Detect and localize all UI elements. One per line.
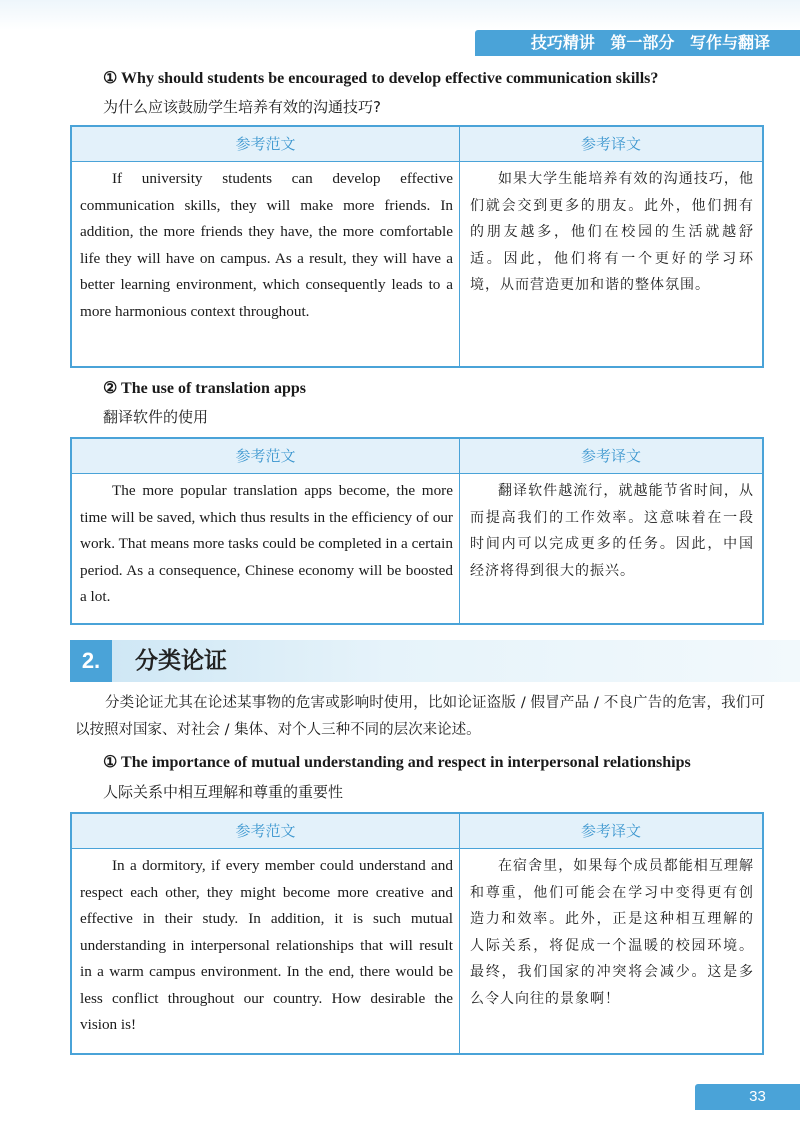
col-sample-header: 参考范文 xyxy=(72,127,460,162)
question-1-en: ① Why should students be encouraged to develop effective communication skills? xyxy=(103,70,659,87)
sample-table-1 xyxy=(70,125,764,368)
col-sample-header: 参考范文 xyxy=(72,439,460,474)
top-band xyxy=(0,0,800,30)
page-number: 33 xyxy=(695,1084,800,1110)
sample-translation: 翻译软件越流行，就越能节省时间，从而提高我们的工作效率。这意味着在一段时间内可以完成更多的任务。因此，中国经济将得到很大的振兴。 xyxy=(470,483,754,579)
question-1-cn: 为什么应该鼓励学生培养有效的沟通技巧? xyxy=(103,98,381,116)
question-2-cn: 翻译软件的使用 xyxy=(103,408,209,426)
running-header: 技巧精讲 第一部分 写作与翻译 xyxy=(475,30,800,56)
col-translation-header: 参考译文 xyxy=(460,439,762,474)
question-2-en: ② The use of translation apps xyxy=(103,380,306,397)
sample-essay: The more popular translation apps become, the more time will be saved, which thus results in the efficiency of our work. That means more tasks could be completed in a certain period. As a consequence, Chinese economy will be boosted a lot. xyxy=(72,474,460,623)
sample-essay: In a dormitory, if every member could understand and respect each other, they might become more creative and effective in their study. In addition, it is such mutual understanding in interpersonal relationships that will result in a warm campus environment. In the end, there would be less conflict throughout our country. How desirable the vision is! xyxy=(72,849,460,1053)
col-translation-header: 参考译文 xyxy=(460,814,762,849)
col-translation-header: 参考译文 xyxy=(460,127,762,162)
question-3-en: ① The importance of mutual understanding and respect in interpersonal relationships xyxy=(103,754,691,771)
section-number: 2. xyxy=(70,640,112,682)
section-title: 分类论证 xyxy=(135,648,227,674)
sample-translation: 如果大学生能培养有效的沟通技巧，他们就会交到更多的朋友。此外，他们拥有的朋友越多，他们在校园的生活就越舒适。因此，他们将有一个更好的学习环境，从而营造更加和谐的整体氛围。 xyxy=(470,171,754,293)
sample-table-2 xyxy=(70,437,764,625)
sample-essay: If university students can develop effective communication skills, they will make more friends. In addition, the more friends they have, the more comfortable life they will have on campus. As a result, they will have a better learning environment, which consequently leads to a more harmonious context throughout. xyxy=(72,162,460,366)
sample-table-3 xyxy=(70,812,764,1055)
section-intro: 分类论证尤其在论述某事物的危害或影响时使用，比如论证盗版 / 假冒产品 / 不良广告的危害，我们可以按照对国家、对社会 / 集体、对个人三种不同的层次来论述。 xyxy=(75,695,765,738)
sample-translation: 在宿舍里，如果每个成员都能相互理解和尊重，他们可能会在学习中变得更有创造力和效率。此外，正是这种相互理解的人际关系，将促成一个温暖的校园环境。最终，我们国家的冲突将会减少。这是多么令人向往的景象啊！ xyxy=(470,858,754,1007)
question-3-cn: 人际关系中相互理解和尊重的重要性 xyxy=(103,783,344,801)
col-sample-header: 参考范文 xyxy=(72,814,460,849)
